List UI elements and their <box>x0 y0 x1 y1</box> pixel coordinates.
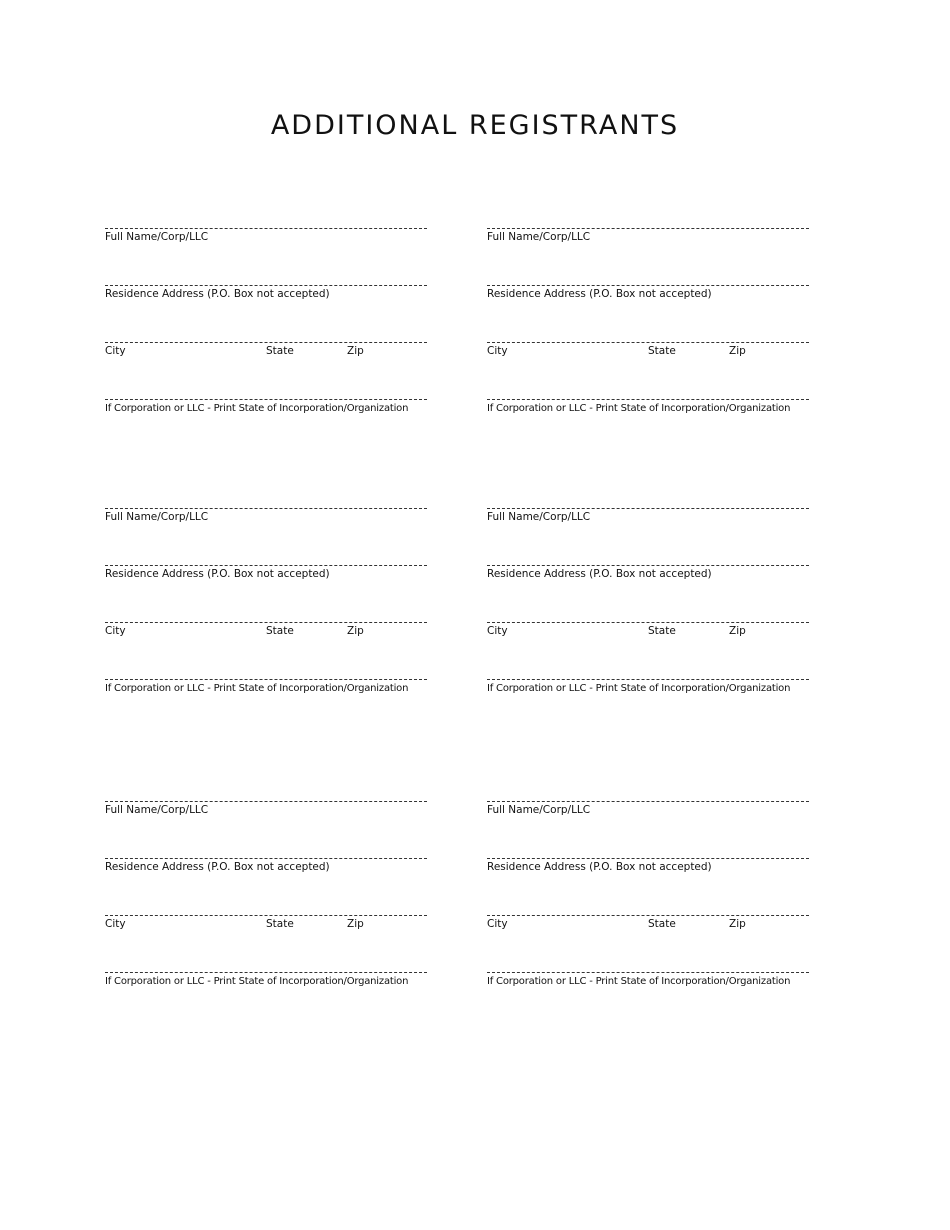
full-name-field[interactable] <box>487 504 809 534</box>
full-name-line[interactable] <box>105 508 427 509</box>
residence-address-field[interactable] <box>105 854 427 884</box>
full-name-line[interactable] <box>487 801 809 802</box>
residence-address-label: Residence Address (P.O. Box not accepted) <box>487 568 712 580</box>
residence-address-field[interactable] <box>487 281 809 311</box>
city-label: City <box>105 345 126 357</box>
state-label: State <box>648 345 676 357</box>
incorporation-state-field[interactable] <box>487 675 813 705</box>
full-name-label: Full Name/Corp/LLC <box>105 804 209 816</box>
full-name-line[interactable] <box>105 228 427 229</box>
full-name-label: Full Name/Corp/LLC <box>105 231 209 243</box>
page-title: ADDITIONAL REGISTRANTS <box>270 110 680 141</box>
incorporation-state-label: If Corporation or LLC - Print State of Incorporation/Organization <box>487 683 791 694</box>
city-state-zip-line[interactable] <box>487 622 809 623</box>
zip-label: Zip <box>729 918 746 930</box>
incorporation-state-label: If Corporation or LLC - Print State of Incorporation/Organization <box>105 976 409 987</box>
city-label: City <box>487 918 508 930</box>
incorporation-state-line[interactable] <box>487 399 809 400</box>
residence-address-line[interactable] <box>105 565 427 566</box>
zip-label: Zip <box>729 625 746 637</box>
full-name-field[interactable] <box>487 224 809 254</box>
city-label: City <box>487 345 508 357</box>
full-name-field[interactable] <box>105 224 427 254</box>
incorporation-state-line[interactable] <box>487 972 809 973</box>
incorporation-state-field[interactable] <box>487 395 813 425</box>
incorporation-state-field[interactable] <box>105 968 431 998</box>
residence-address-field[interactable] <box>105 561 427 591</box>
full-name-label: Full Name/Corp/LLC <box>487 511 591 523</box>
city-state-zip-field[interactable] <box>105 911 427 941</box>
residence-address-line[interactable] <box>487 285 809 286</box>
city-state-zip-line[interactable] <box>105 342 427 343</box>
city-state-zip-line[interactable] <box>487 915 809 916</box>
residence-address-label: Residence Address (P.O. Box not accepted) <box>487 288 712 300</box>
residence-address-label: Residence Address (P.O. Box not accepted) <box>105 861 330 873</box>
state-label: State <box>266 918 294 930</box>
zip-label: Zip <box>347 625 364 637</box>
zip-label: Zip <box>729 345 746 357</box>
incorporation-state-field[interactable] <box>487 968 813 998</box>
city-state-zip-field[interactable] <box>105 618 427 648</box>
city-state-zip-field[interactable] <box>487 338 809 368</box>
full-name-line[interactable] <box>487 508 809 509</box>
city-label: City <box>105 918 126 930</box>
residence-address-field[interactable] <box>487 854 809 884</box>
full-name-label: Full Name/Corp/LLC <box>105 511 209 523</box>
city-label: City <box>105 625 126 637</box>
city-state-zip-line[interactable] <box>105 622 427 623</box>
state-label: State <box>266 345 294 357</box>
city-state-zip-field[interactable] <box>105 338 427 368</box>
zip-label: Zip <box>347 345 364 357</box>
residence-address-field[interactable] <box>487 561 809 591</box>
incorporation-state-label: If Corporation or LLC - Print State of Incorporation/Organization <box>487 976 791 987</box>
incorporation-state-field[interactable] <box>105 675 431 705</box>
residence-address-label: Residence Address (P.O. Box not accepted) <box>487 861 712 873</box>
incorporation-state-label: If Corporation or LLC - Print State of Incorporation/Organization <box>105 683 409 694</box>
full-name-label: Full Name/Corp/LLC <box>487 804 591 816</box>
incorporation-state-label: If Corporation or LLC - Print State of Incorporation/Organization <box>105 403 409 414</box>
full-name-label: Full Name/Corp/LLC <box>487 231 591 243</box>
state-label: State <box>266 625 294 637</box>
incorporation-state-line[interactable] <box>105 679 427 680</box>
city-state-zip-line[interactable] <box>487 342 809 343</box>
incorporation-state-label: If Corporation or LLC - Print State of Incorporation/Organization <box>487 403 791 414</box>
residence-address-line[interactable] <box>105 858 427 859</box>
residence-address-field[interactable] <box>105 281 427 311</box>
residence-address-line[interactable] <box>487 565 809 566</box>
residence-address-label: Residence Address (P.O. Box not accepted) <box>105 568 330 580</box>
state-label: State <box>648 625 676 637</box>
zip-label: Zip <box>347 918 364 930</box>
incorporation-state-line[interactable] <box>487 679 809 680</box>
residence-address-line[interactable] <box>487 858 809 859</box>
state-label: State <box>648 918 676 930</box>
incorporation-state-line[interactable] <box>105 399 427 400</box>
residence-address-line[interactable] <box>105 285 427 286</box>
full-name-field[interactable] <box>105 797 427 827</box>
full-name-line[interactable] <box>105 801 427 802</box>
incorporation-state-line[interactable] <box>105 972 427 973</box>
full-name-field[interactable] <box>105 504 427 534</box>
residence-address-label: Residence Address (P.O. Box not accepted) <box>105 288 330 300</box>
full-name-field[interactable] <box>487 797 809 827</box>
incorporation-state-field[interactable] <box>105 395 431 425</box>
full-name-line[interactable] <box>487 228 809 229</box>
city-state-zip-field[interactable] <box>487 911 809 941</box>
city-label: City <box>487 625 508 637</box>
city-state-zip-line[interactable] <box>105 915 427 916</box>
city-state-zip-field[interactable] <box>487 618 809 648</box>
